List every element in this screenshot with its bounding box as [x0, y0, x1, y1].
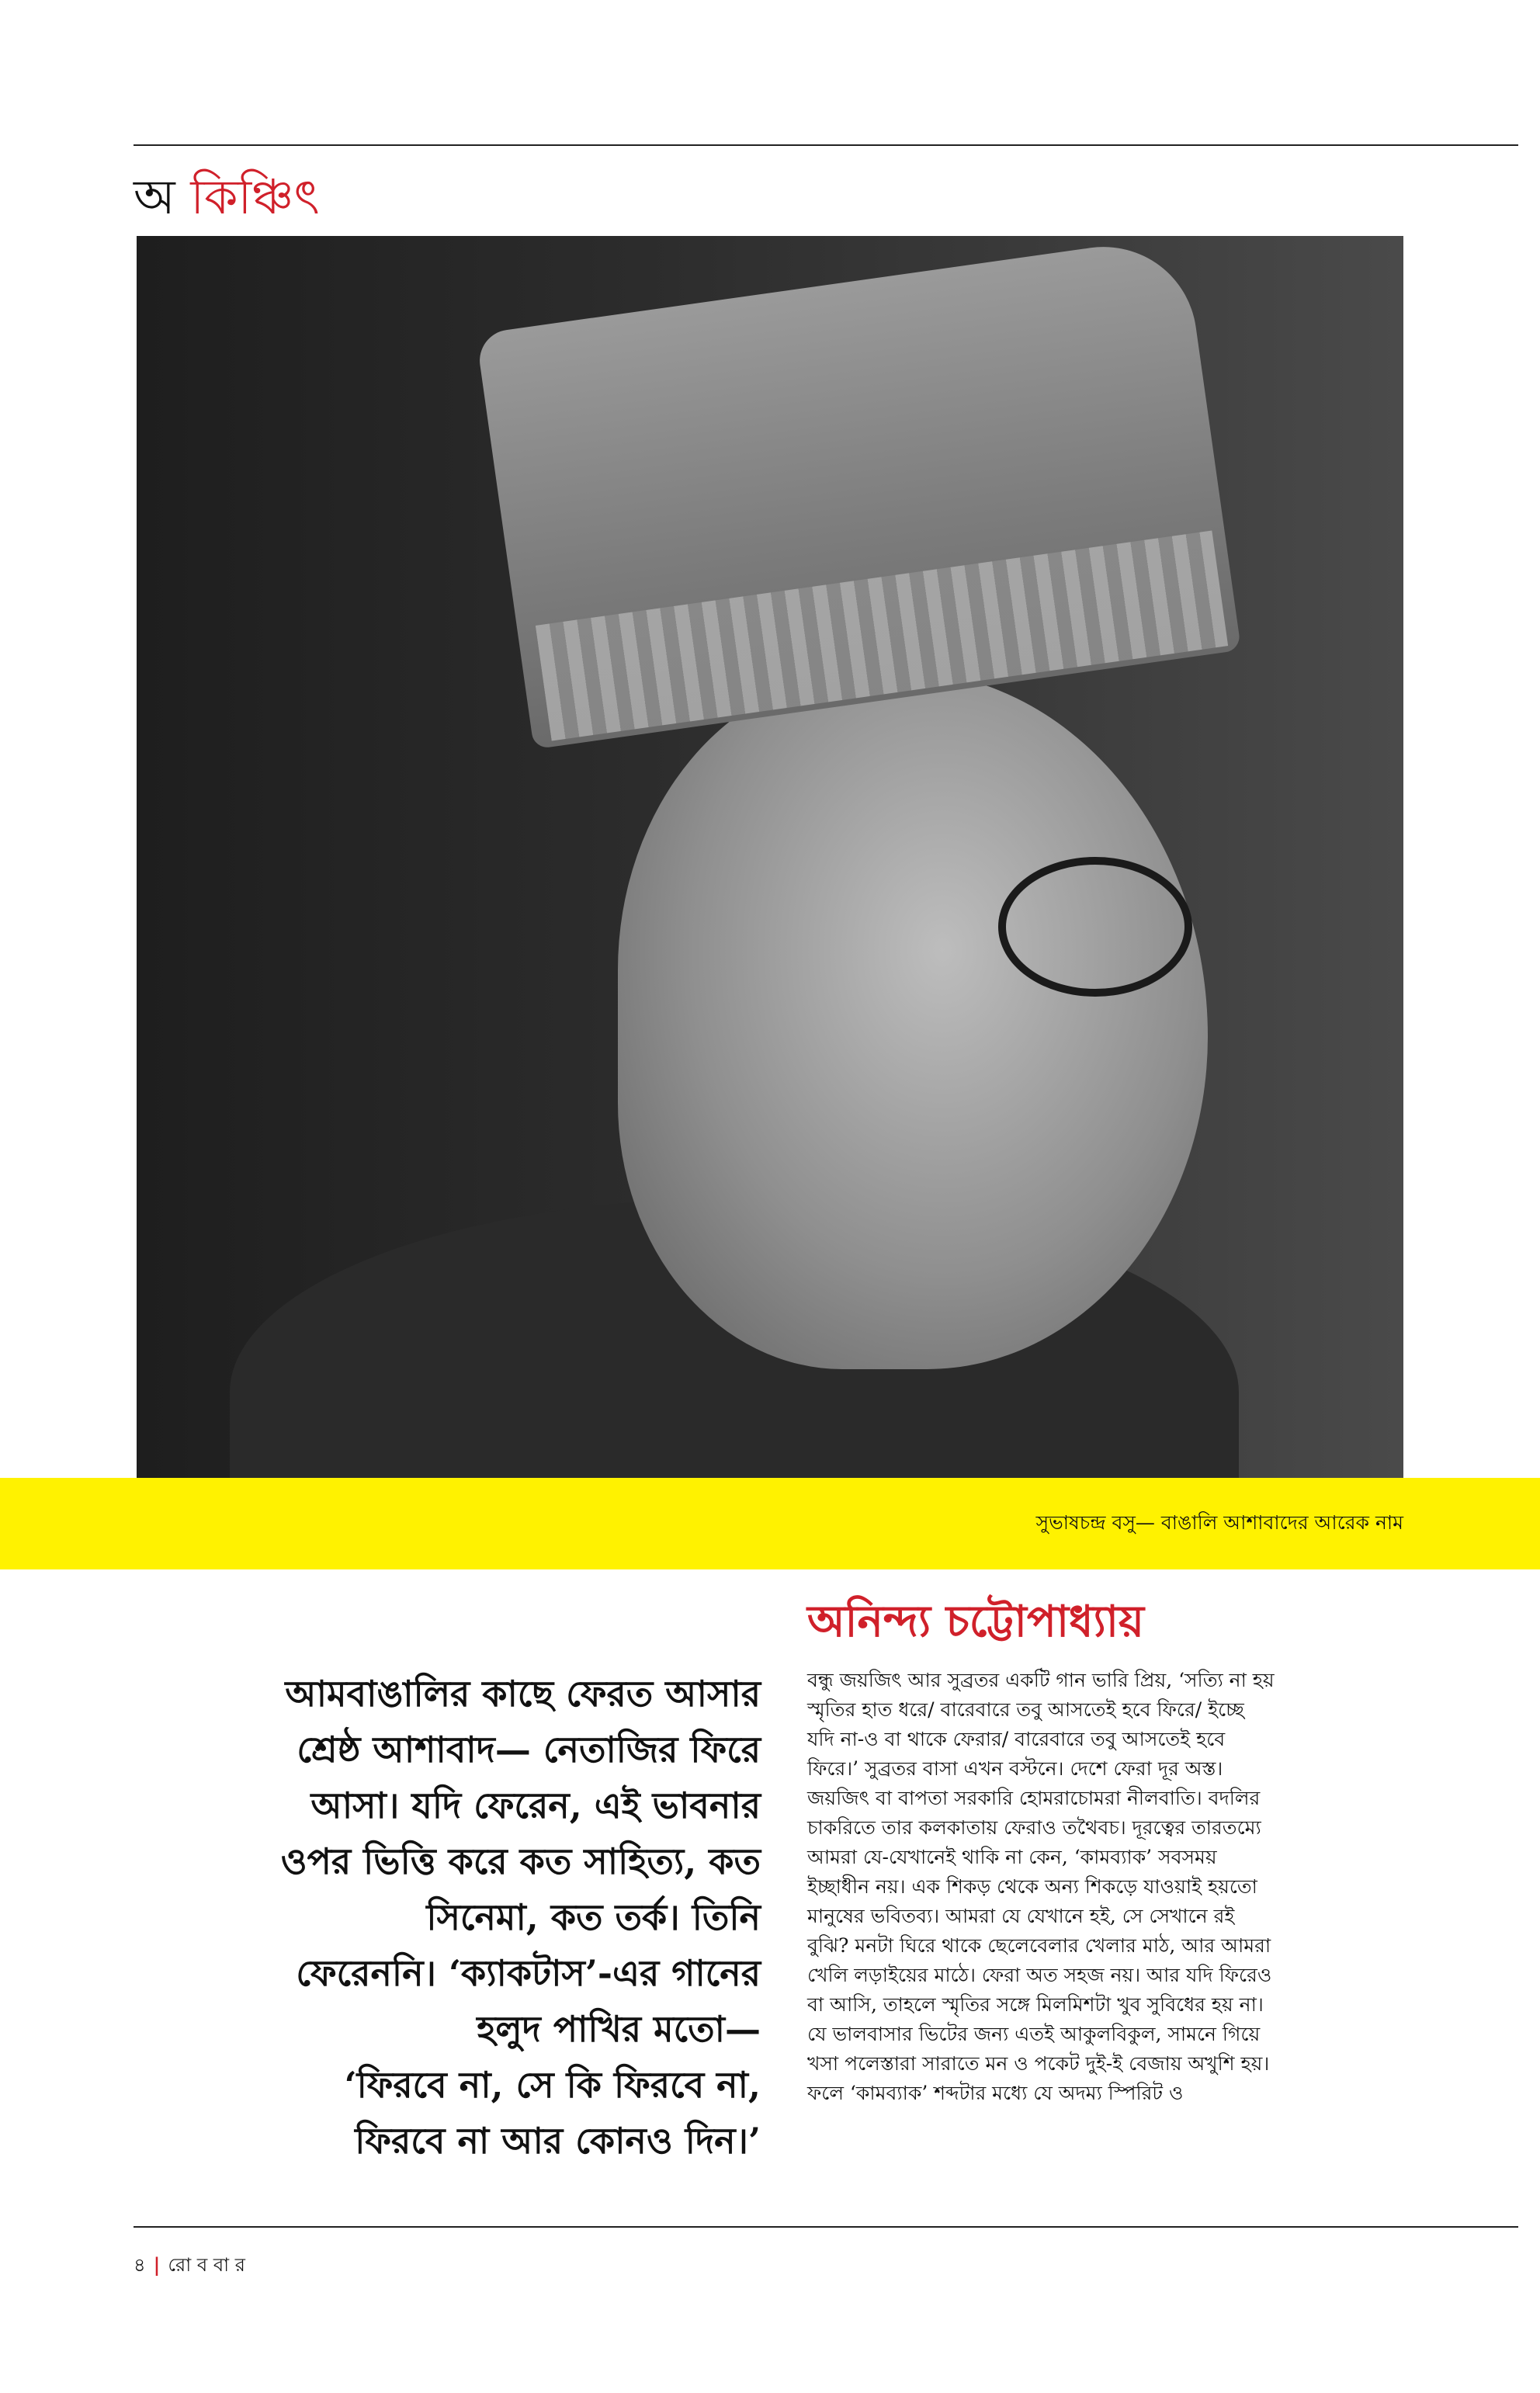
- publication-name: রো ব বা র: [168, 2254, 245, 2276]
- body-line: বুঝি? মনটা ঘিরে থাকে ছেলেবেলার খেলার মাঠ, আর আমরা: [807, 1934, 1271, 1957]
- body-line: খসা পলেস্তারা সারাতে মন ও পকেট দুই-ই বেজায় অখুশি হয়।: [807, 2052, 1270, 2075]
- page-footer: [134, 2253, 245, 2277]
- pull-quote-line: ফেরেননি। ‘ক্যাকটাস’-এর গানের: [296, 1952, 761, 1994]
- body-line: ফলে ‘কামব্যাক’ শব্দটার মধ্যে যে অদম্য স্পিরিট ও: [807, 2082, 1184, 2104]
- body-line: যে ভালবাসার ভিটের জন্য এতই আকুলবিকুল, সামনে গিয়ে: [807, 2023, 1261, 2045]
- pull-quote-line: ওপর ভিত্তি করে কত সাহিত্য, কত: [280, 1840, 761, 1882]
- pull-quote-line: ফিরবে না আর কোনও দিন।’: [355, 2120, 761, 2162]
- portrait-photo: [137, 236, 1403, 1478]
- section-prefix: অ: [134, 168, 175, 225]
- body-line: চাকরিতে তার কলকাতায় ফেরাও তথৈবচ। দূরত্বের তারতম্যে: [807, 1816, 1261, 1839]
- pull-quote: [194, 1666, 761, 2169]
- top-rule: [134, 144, 1518, 146]
- body-line: মানুষের ভবিতব্য। আমরা যে যেখানে হই, সে সেখানে রই: [807, 1905, 1235, 1927]
- caption-bar: [0, 1478, 1540, 1569]
- pull-quote-line: ‘ফিরবে না, সে কি ফিরবে না,: [344, 2064, 761, 2106]
- pull-quote-line: শ্রেষ্ঠ আশাবাদ— নেতাজির ফিরে: [297, 1729, 761, 1770]
- pull-quote-line: সিনেমা, কত তর্ক। তিনি: [426, 1896, 761, 1938]
- body-line: জয়জিৎ বা বাপতা সরকারি হোমরাচোমরা নীলবাতি। বদলির: [807, 1787, 1261, 1809]
- body-line: খেলি লড়াইয়ের মাঠে। ফেরা অত সহজ নয়। আর যদি ফিরেও: [807, 1964, 1272, 1986]
- article-body: [807, 1666, 1413, 2108]
- body-line: বা আসি, তাহলে স্মৃতির সঙ্গে মিলমিশটা খুব সুবিধের হয় না।: [807, 1993, 1264, 2016]
- photo-caption: সুভাষচন্দ্র বসু— বাঙালি আশাবাদের আরেক নাম: [1035, 1511, 1403, 1534]
- pull-quote-line: আমবাঙালির কাছে ফেরত আসার: [285, 1673, 761, 1715]
- section-title: কিঞ্চিৎ: [190, 168, 320, 225]
- photo-face-shape: [618, 671, 1208, 1369]
- page-number: ৪: [134, 2254, 146, 2276]
- pull-quote-line: হলুদ পাখির মতো—: [477, 2008, 761, 2050]
- bottom-rule: [134, 2226, 1518, 2228]
- body-line: ফিরে।’ সুব্রতর বাসা এখন বস্টনে। দেশে ফেরা দূর অস্ত।: [807, 1757, 1223, 1780]
- body-line: বন্ধু জয়জিৎ আর সুব্রতর একটি গান ভারি প্রিয়, ‘সত্যি না হয়: [807, 1669, 1275, 1691]
- pull-quote-line: আসা। যদি ফেরেন, এই ভাবনার: [310, 1784, 761, 1826]
- body-line: আমরা যে-যেখানেই থাকি না কেন, ‘কামব্যাক’ সবসময়: [807, 1846, 1217, 1868]
- section-header: [134, 166, 320, 228]
- footer-separator: |: [153, 2253, 161, 2276]
- photo-glasses-shape: [998, 857, 1192, 997]
- body-line: ইচ্ছাধীন নয়। এক শিকড় থেকে অন্য শিকড়ে যাওয়াই হয়তো: [807, 1875, 1257, 1898]
- body-line: স্মৃতির হাত ধরে/ বারেবারে তবু আসতেই হবে ফিরে/ ইচ্ছে: [807, 1698, 1244, 1721]
- body-line: যদি না-ও বা থাকে ফেরার/ বারেবারে তবু আসতেই হবে: [807, 1728, 1226, 1750]
- author-name: অনিন্দ্য চট্টোপাধ্যায়: [807, 1596, 1144, 1647]
